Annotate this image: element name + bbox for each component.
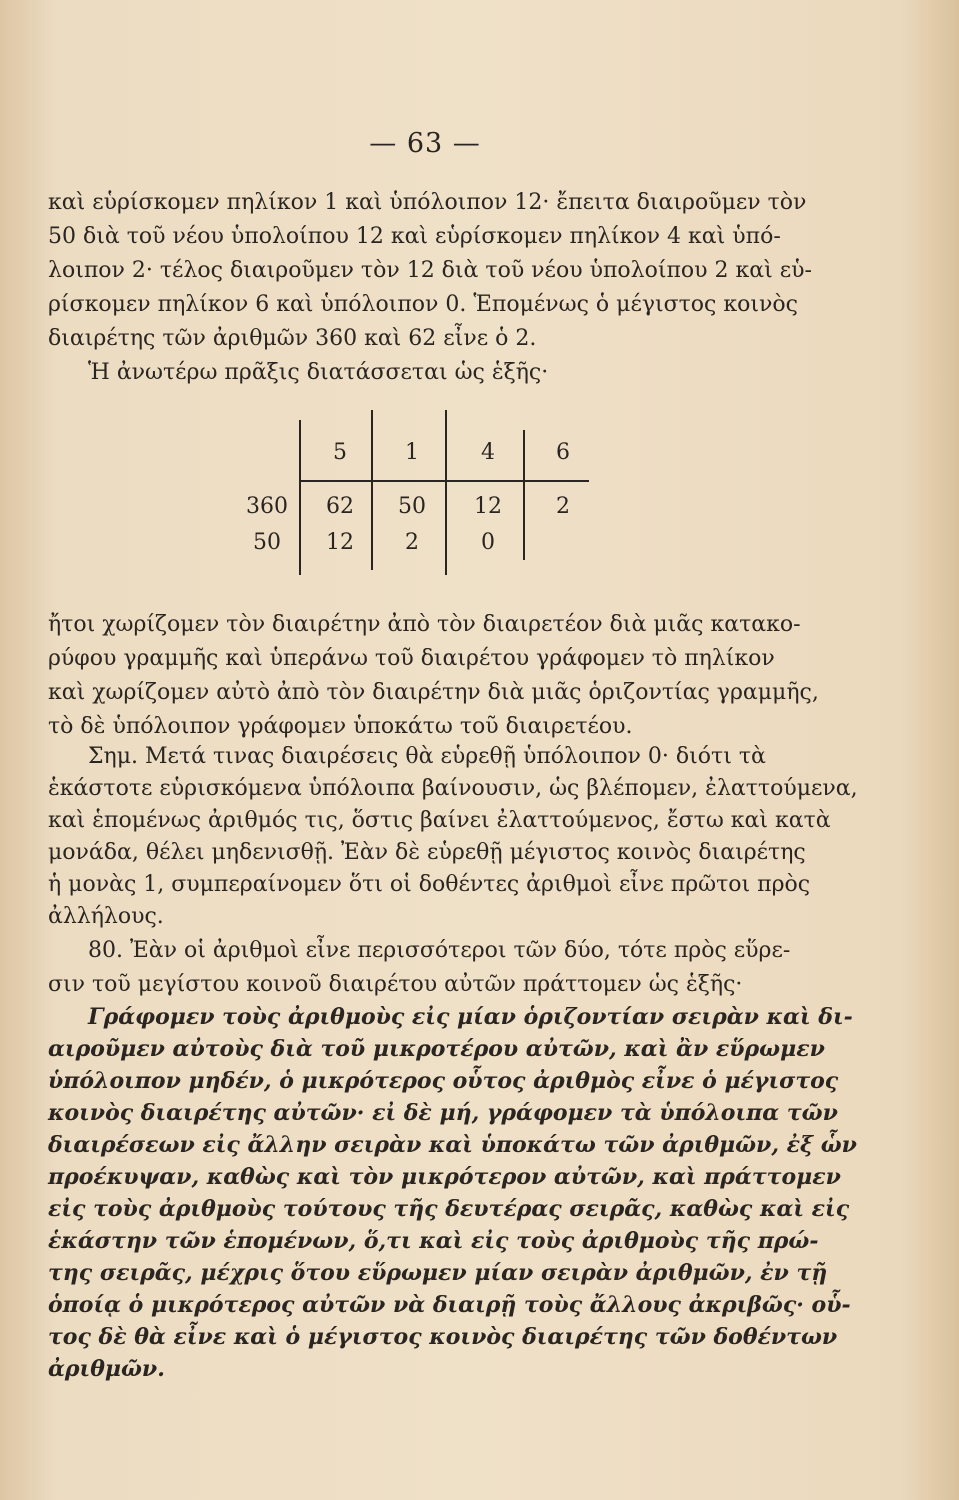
- text-line: καὶ ἑπομένως ἀριθμός τις, ὅστις βαίνει ἐλαττούμενος, ἔστω καὶ κατὰ: [48, 808, 831, 833]
- quotient-cell: 1: [405, 440, 419, 465]
- text-line: σιν τοῦ μεγίστου κοινοῦ διαιρέτου αὐτῶν πράττομεν ὡς ἑξῆς·: [48, 972, 743, 997]
- table-cell: 360: [246, 494, 288, 519]
- table-divider: [523, 430, 525, 560]
- text-line: Ἡ ἀνωτέρω πρᾶξις διατάσσεται ὡς ἑξῆς·: [88, 360, 549, 385]
- quotient-cell: 5: [333, 440, 347, 465]
- text-line: διαιρέτης τῶν ἀριθμῶν 360 καὶ 62 εἶνε ὁ 2.: [48, 326, 537, 351]
- text-line: τὸ δὲ ὑπόλοιπον γράφομεν ὑποκάτω τοῦ διαιρετέου.: [48, 714, 633, 739]
- table-cell: 2: [405, 530, 419, 555]
- table-cell: 12: [326, 530, 354, 555]
- page-number: — 63 —: [369, 128, 481, 159]
- table-cell: 50: [398, 494, 426, 519]
- text-line: ἑκάστοτε εὑρισκόμενα ὑπόλοιπα βαίνουσιν, ὡς βλέπομεν, ἐλαττούμενα,: [48, 776, 858, 801]
- text-line: ὑπόλοιπον μηδέν, ὁ μικρότερος οὗτος ἀριθμὸς εἶνε ὁ μέγιστος: [48, 1068, 839, 1094]
- table-divider: [371, 410, 373, 570]
- text-line: ρύφου γραμμῆς καὶ ὑπεράνω τοῦ διαιρέτου γράφομεν τὸ πηλίκον: [48, 646, 775, 671]
- division-table: [235, 410, 605, 580]
- table-cell: 62: [326, 494, 354, 519]
- text-line: κοινὸς διαιρέτης αὐτῶν· εἰ δὲ μή, γράφομεν τὰ ὑπόλοιπα τῶν: [48, 1100, 838, 1126]
- text-line: Γράφομεν τοὺς ἀριθμοὺς εἰς μίαν ὁριζοντίαν σειρὰν καὶ δι-: [88, 1004, 853, 1030]
- text-line: ρίσκομεν πηλίκον 6 καὶ ὑπόλοιπον 0. Ἑπομένως ὁ μέγιστος κοινὸς: [48, 292, 798, 317]
- text-line: Σημ. Μετά τινας διαιρέσεις θὰ εὑρεθῇ ὑπόλοιπον 0· διότι τὰ: [88, 744, 766, 769]
- text-line: μονάδα, θέλει μηδενισθῇ. Ἐὰν δὲ εὑρεθῇ μέγιστος κοινὸς διαιρέτης: [48, 840, 806, 865]
- table-divider: [445, 410, 447, 575]
- table-divider: [299, 420, 301, 575]
- text-line: λοιπον 2· τέλος διαιροῦμεν τὸν 12 διὰ τοῦ νέου ὑπολοίπου 2 καὶ εὑ-: [48, 258, 812, 283]
- text-line: προέκυψαν, καθὼς καὶ τὸν μικρότερον αὐτῶν, καὶ πράττομεν: [48, 1164, 841, 1190]
- text-line: καὶ εὑρίσκομεν πηλίκον 1 καὶ ὑπόλοιπον 12· ἔπειτα διαιροῦμεν τὸν: [48, 190, 807, 215]
- table-cell: 2: [556, 494, 570, 519]
- text-line: ὁποίᾳ ὁ μικρότερος αὐτῶν νὰ διαιρῇ τοὺς ἄλλους ἀκριβῶς· οὗ-: [48, 1292, 851, 1318]
- quotient-cell: 6: [556, 440, 570, 465]
- text-line: ἀλλήλους.: [48, 904, 164, 929]
- text-line: ἤτοι χωρίζομεν τὸν διαιρέτην ἀπὸ τὸν διαιρετέον διὰ μιᾶς κατακο-: [48, 612, 801, 637]
- text-line: της σειρᾶς, μέχρις ὅτου εὕρωμεν μίαν σειρὰν ἀριθμῶν, ἐν τῇ: [48, 1260, 828, 1286]
- text-line: τος δὲ θὰ εἶνε καὶ ὁ μέγιστος κοινὸς διαιρέτης τῶν δοθέντων: [48, 1324, 838, 1350]
- quotient-cell: 4: [481, 440, 495, 465]
- text-line: 80. Ἐὰν οἱ ἀριθμοὶ εἶνε περισσότεροι τῶν δύο, τότε πρὸς εὕρε-: [88, 938, 791, 963]
- table-cell: 50: [253, 530, 281, 555]
- text-line: 50 διὰ τοῦ νέου ὑπολοίπου 12 καὶ εὑρίσκομεν πηλίκον 4 καὶ ὑπό-: [48, 224, 781, 249]
- table-divider: [299, 480, 589, 482]
- table-cell: 0: [481, 530, 495, 555]
- text-line: εἰς τοὺς ἀριθμοὺς τούτους τῆς δευτέρας σειρᾶς, καθὼς καὶ εἰς: [48, 1196, 850, 1222]
- text-line: ἑκάστην τῶν ἑπομένων, ὅ,τι καὶ εἰς τοὺς ἀριθμοὺς τῆς πρώ-: [48, 1228, 819, 1254]
- text-line: διαιρέσεων εἰς ἄλλην σειρὰν καὶ ὑποκάτω τῶν ἀριθμῶν, ἐξ ὧν: [48, 1132, 857, 1158]
- text-line: αιροῦμεν αὐτοὺς διὰ τοῦ μικροτέρου αὐτῶν, καὶ ἂν εὕρωμεν: [48, 1036, 825, 1062]
- text-line: ἀριθμῶν.: [48, 1356, 165, 1382]
- text-line: ἡ μονὰς 1, συμπεραίνομεν ὅτι οἱ δοθέντες ἀριθμοὶ εἶνε πρῶτοι πρὸς: [48, 872, 811, 897]
- table-cell: 12: [474, 494, 502, 519]
- text-line: καὶ χωρίζομεν αὐτὸ ἀπὸ τὸν διαιρέτην διὰ μιᾶς ὁριζοντίας γραμμῆς,: [48, 680, 819, 705]
